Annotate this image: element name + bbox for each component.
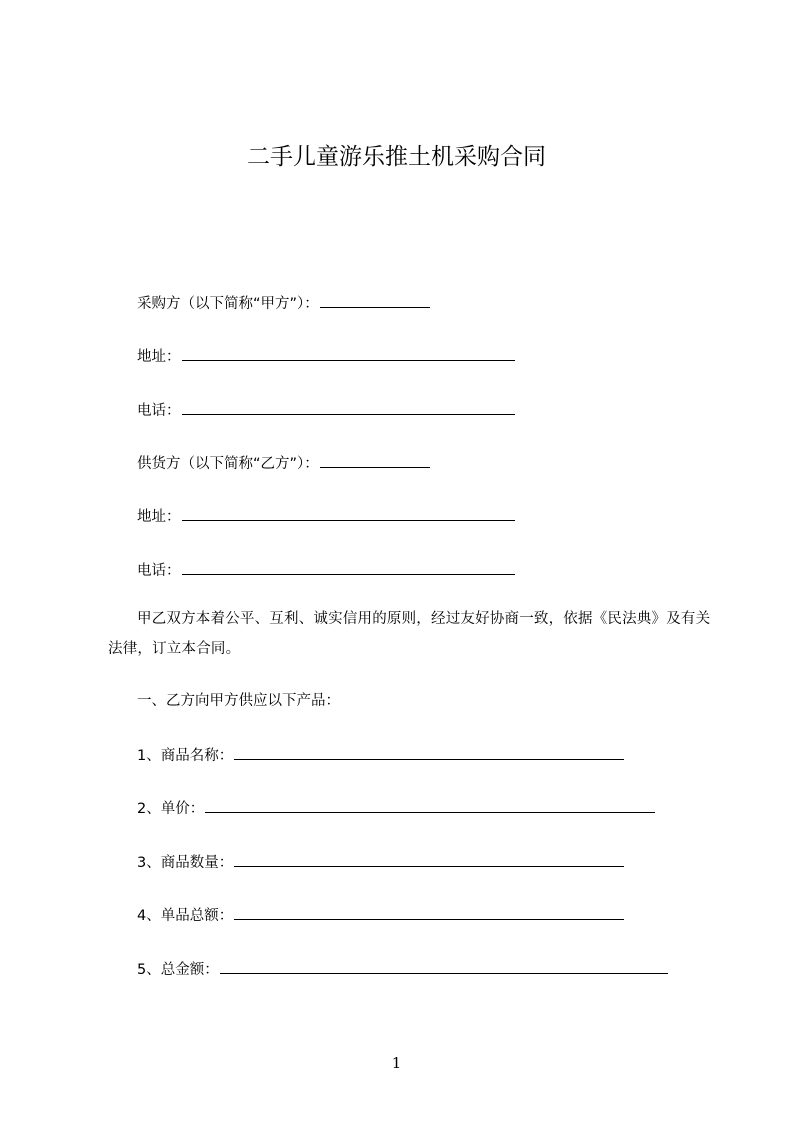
unit-price-blank[interactable] — [205, 797, 655, 813]
item-subtotal-line — [137, 904, 624, 927]
buyer-phone-label: 电话： — [137, 403, 181, 419]
total-amount-blank[interactable] — [220, 958, 668, 974]
item-label: 1、商品名称： — [137, 748, 234, 764]
buyer-line — [137, 292, 430, 315]
supplier-line — [137, 452, 430, 475]
item-label: 3、商品数量： — [137, 855, 234, 871]
buyer-phone-line — [137, 399, 515, 422]
item-quantity-line — [137, 851, 624, 874]
item-label: 2、单价： — [137, 801, 205, 817]
supplier-name-blank[interactable] — [320, 452, 430, 468]
intro-paragraph: 甲乙双方本着公平、互利、诚实信用的原则，经过友好协商一致，依据《民法典》及有关法律，订立本合同。 — [108, 611, 711, 657]
supplier-address-blank[interactable] — [182, 505, 515, 521]
item-product-name-line — [137, 744, 624, 767]
supplier-address-label: 地址： — [137, 509, 181, 525]
supplier-label: 供货方（以下简称“乙方”）： — [137, 456, 319, 472]
section-one-heading: 一、乙方向甲方供应以下产品： — [137, 693, 340, 709]
supplier-phone-line — [137, 559, 515, 582]
supplier-phone-blank[interactable] — [182, 559, 515, 575]
product-name-blank[interactable] — [234, 744, 624, 760]
buyer-address-line — [137, 345, 515, 368]
buyer-phone-blank[interactable] — [182, 399, 515, 415]
buyer-address-label: 地址： — [137, 349, 181, 365]
buyer-name-blank[interactable] — [320, 292, 430, 308]
buyer-address-blank[interactable] — [182, 345, 515, 361]
supplier-phone-label: 电话： — [137, 563, 181, 579]
item-total-line — [137, 958, 668, 981]
subtotal-blank[interactable] — [234, 904, 624, 920]
item-label: 5、总金额： — [137, 962, 219, 978]
buyer-label: 采购方（以下简称“甲方”）： — [137, 296, 319, 312]
page-number: 1 — [391, 1054, 402, 1072]
item-unit-price-line — [137, 797, 655, 820]
document-title: 二手儿童游乐推土机采购合同 — [247, 144, 546, 170]
supplier-address-line — [137, 505, 515, 528]
item-label: 4、单品总额： — [137, 908, 234, 924]
quantity-blank[interactable] — [234, 851, 624, 867]
